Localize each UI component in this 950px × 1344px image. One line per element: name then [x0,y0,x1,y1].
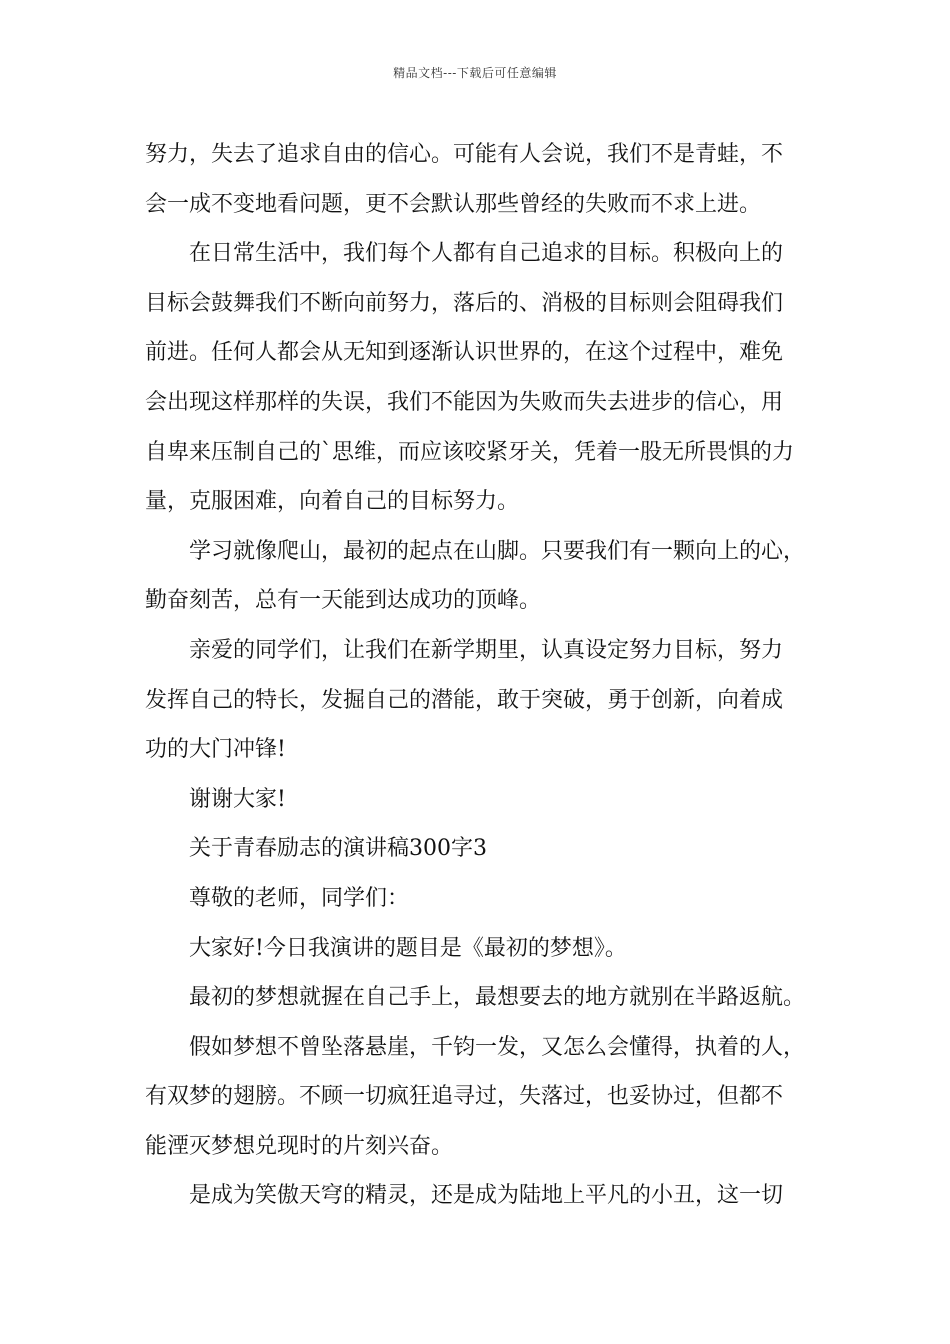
page-header: 精品文档---下载后可任意编辑 [393,66,557,80]
text-line: 假如梦想不曾坠落悬崖，千钧一发，又怎么会懂得，执着的人， [189,1034,806,1060]
text-line: 发挥自己的特长，发掘自己的潜能，敢于突破，勇于创新，向着成 [145,687,784,713]
text-line: 在日常生活中，我们每个人都有自己追求的目标。积极向上的 [189,241,784,267]
text-line: 最初的梦想就握在自己手上，最想要去的地方就别在半路返航。 [189,985,806,1011]
text-line: 量，克服困难，向着自己的目标努力。 [145,489,520,515]
text-line: 努力，失去了追求自由的信心。可能有人会说，我们不是青蛙，不 [145,142,784,167]
text-line: 会一成不变地看问题，更不会默认那些曾经的失败而不求上进。 [145,191,762,217]
text-line: 有双梦的翅膀。不顾一切疯狂追寻过，失落过，也妥协过，但都不 [145,1084,784,1110]
text-line: 谢谢大家! [189,786,286,812]
text-line: 勤奋刻苦，总有一天能到达成功的顶峰。 [145,588,542,614]
text-line: 自卑来压制自己的`思维，而应该咬紧牙关，凭着一股无所畏惧的力 [145,439,795,465]
document-body [145,130,825,1221]
text-line: 目标会鼓舞我们不断向前努力，落后的、消极的目标则会阻碍我们 [145,290,784,316]
text-line: 亲爱的同学们，让我们在新学期里，认真设定努力目标，努力 [189,637,784,663]
text-line: 尊敬的老师，同学们： [189,885,410,911]
text-line: 学习就像爬山，最初的起点在山脚。只要我们有一颗向上的心， [189,538,806,564]
text-line: 功的大门冲锋! [145,737,286,763]
text-line: 会出现这样那样的失误，我们不能因为失败而失去进步的信心，用 [145,389,784,415]
section-heading: 关于青春励志的演讲稿300字3 [189,836,487,862]
text-line: 能湮灭梦想兑现时的片刻兴奋。 [145,1133,454,1159]
text-line: 前进。任何人都会从无知到逐渐认识世界的，在这个过程中，难免 [145,340,784,366]
text-line: 大家好!今日我演讲的题目是《最初的梦想》。 [189,935,627,961]
text-line: 是成为笑傲天穹的精灵，还是成为陆地上平凡的小丑，这一切 [189,1183,784,1209]
